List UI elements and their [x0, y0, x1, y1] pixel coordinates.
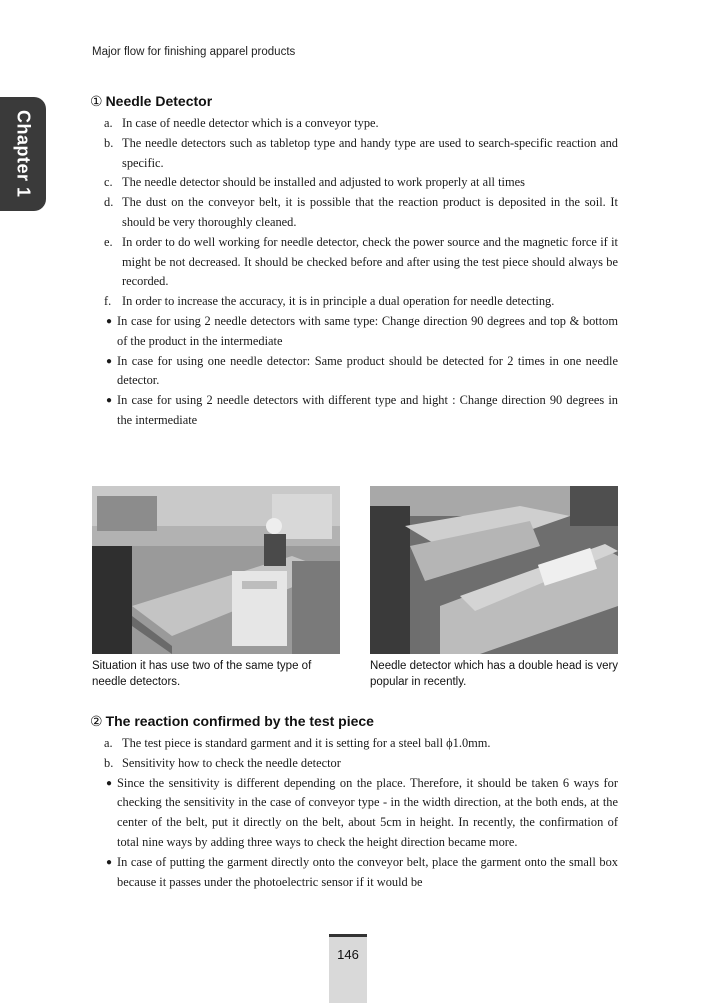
- list-item: [90, 134, 618, 174]
- section-title-text: Needle Detector: [105, 93, 213, 109]
- bullet-icon: ●: [106, 777, 113, 789]
- section-needle-detector: [90, 93, 618, 431]
- bullet-item: [90, 774, 618, 853]
- list-item-text: The needle detectors such as tabletop type and handy type are used to search-specific reaction and specific.: [122, 135, 618, 170]
- page-number: 146: [337, 947, 359, 962]
- list-item: [90, 754, 618, 774]
- chapter-tab: [0, 97, 46, 211]
- section-number: ②: [90, 713, 103, 729]
- bullet-icon: ●: [106, 395, 113, 407]
- list-item-label: a.: [104, 736, 113, 750]
- bullet-item: [90, 391, 618, 431]
- chapter-tab-label: Chapter 1: [13, 110, 34, 198]
- section-number: ①: [90, 93, 103, 109]
- section-title-text: The reaction confirmed by the test piece: [105, 713, 374, 729]
- section-title: [90, 713, 618, 730]
- list-item-text: Sensitivity how to check the needle detector: [122, 755, 341, 770]
- photo-caption: Needle detector which has a double head is very popular in recently.: [370, 660, 619, 688]
- bullet-item: [90, 312, 618, 352]
- bullet-text: Since the sensitivity is different depending on the place. Therefore, it should be taken 6 ways for checking the sensitivity in the case of conveyor type - in the width direction, at the both ends, at the center of the belt, put it directly on the belt, about 5cm in height. In recently, the confirmation of total nine ways by adding three ways to check the height direction became more.: [117, 775, 618, 849]
- list-item: [90, 734, 618, 754]
- list-item-text: In case of needle detector which is a conveyor type.: [122, 116, 379, 130]
- bullet-icon: ●: [106, 355, 113, 367]
- factory-photo-illustration: [92, 486, 340, 654]
- list-item-text: In order to do well working for needle detector, check the power source and the magnetic force if it might be not decreased. It should be checked before and after using the test piece should always be recorded.: [122, 234, 618, 289]
- list-item: [90, 173, 618, 193]
- list-item-label: f.: [104, 294, 112, 309]
- list-item: [90, 292, 618, 312]
- photo-double-head-detector: [370, 486, 618, 654]
- detector-photo-illustration: [370, 486, 618, 654]
- bullet-item: [90, 352, 618, 392]
- bullet-text: In case for using 2 needle detectors with different type and hight : Change direction 90 degrees in the intermediate: [117, 393, 618, 427]
- list-item: [90, 193, 618, 233]
- bullet-text: In case for using 2 needle detectors with same type: Change direction 90 degrees and top & bottom of the product in the intermediate: [117, 313, 618, 348]
- list-item: [90, 233, 618, 292]
- list-item-label: c.: [104, 175, 113, 190]
- list-item-text: The needle detector should be installed and adjusted to work properly at all times: [122, 175, 525, 190]
- list-item-label: b.: [104, 135, 114, 150]
- list-item-text: The test piece is standard garment and it is setting for a steel ball ϕ1.0mm.: [122, 736, 491, 750]
- bullet-text: In case for using one needle detector: Same product should be detected for 2 times in one needle detector.: [117, 353, 618, 388]
- running-header: Major flow for finishing apparel products: [92, 46, 296, 58]
- page-number-tab: [329, 934, 367, 1003]
- bullet-item: [90, 853, 618, 893]
- list-item: [90, 114, 618, 134]
- list-item-label: a.: [104, 116, 113, 130]
- bullet-icon: ●: [106, 856, 113, 868]
- section-test-piece: [90, 713, 618, 892]
- list-item-text: The dust on the conveyor belt, it is possible that the reaction product is deposited in the soil. It should be very thoroughly cleaned.: [122, 195, 618, 229]
- list-item-label: b.: [104, 755, 114, 770]
- list-item-text: In order to increase the accuracy, it is in principle a dual operation for needle detecting.: [122, 294, 555, 309]
- photo-caption: Situation it has use two of the same type of needle detectors.: [92, 660, 312, 688]
- list-item-label: d.: [104, 195, 114, 210]
- section-title: [90, 93, 618, 110]
- bullet-icon: ●: [106, 315, 113, 327]
- photo-factory-line: [92, 486, 340, 654]
- bullet-text: In case of putting the garment directly onto the conveyor belt, place the garment onto the small box because it passes under the photoelectric sensor if it would be: [117, 854, 618, 889]
- list-item-label: e.: [104, 234, 113, 249]
